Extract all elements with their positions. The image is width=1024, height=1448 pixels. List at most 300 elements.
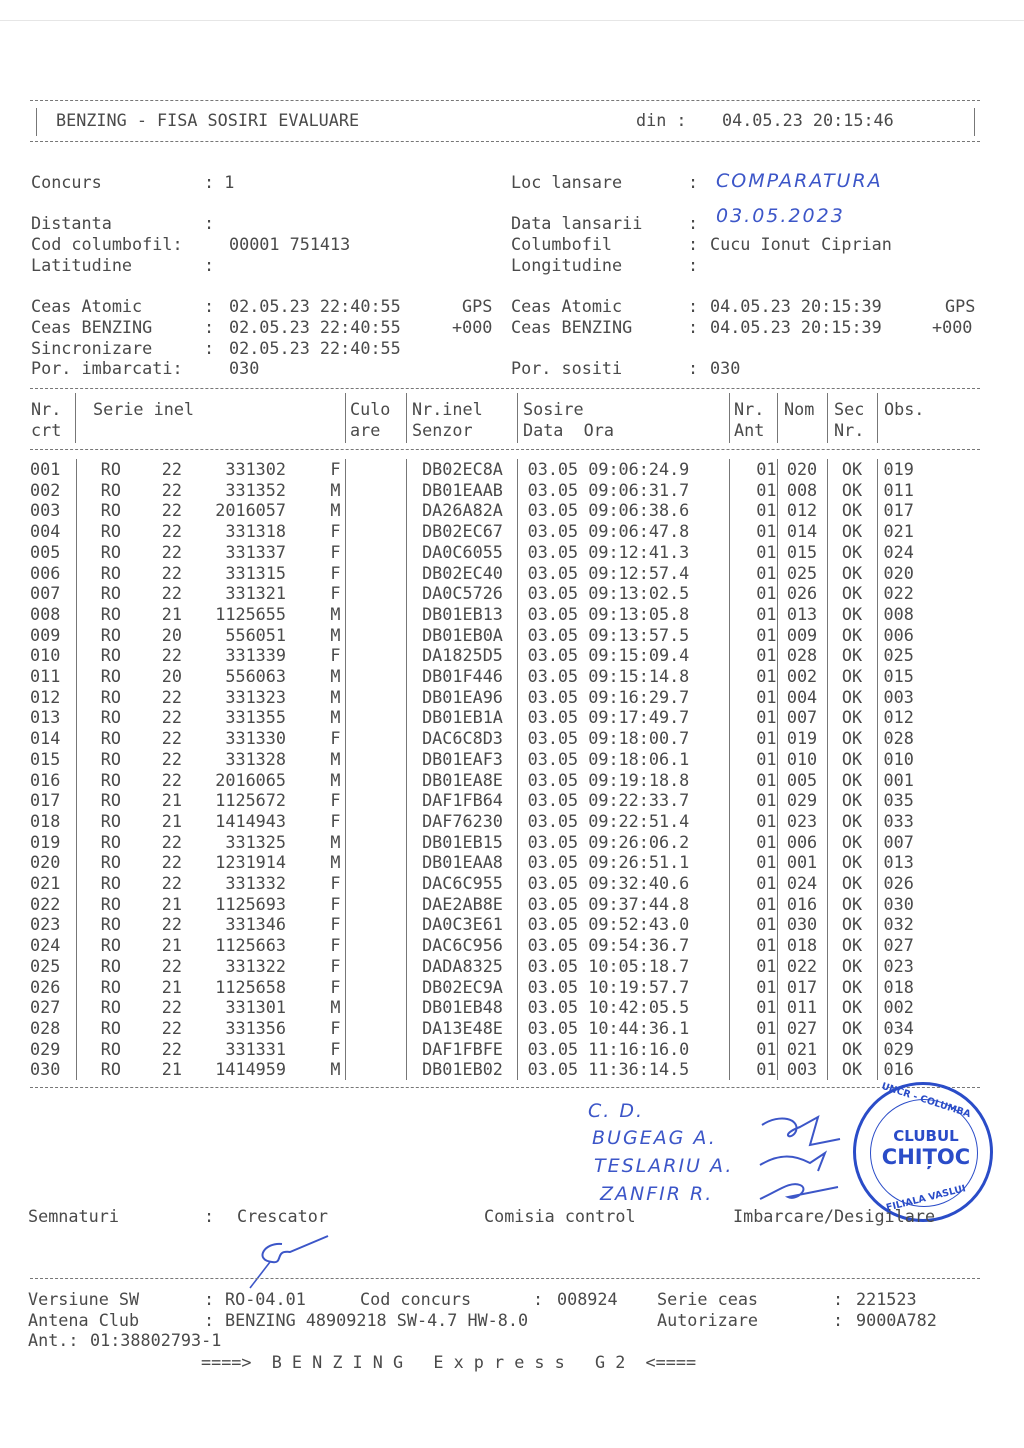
row-country: RO <box>100 645 121 666</box>
table-top-border <box>30 388 980 389</box>
row-date: 03.05 <box>527 790 579 811</box>
row-ant: 01 <box>729 977 777 998</box>
row-sec: OK <box>827 459 877 480</box>
row-time: 09:54:36.7 <box>588 935 690 956</box>
row-ring: 1125693 <box>215 893 286 914</box>
row-ring: 331302 <box>225 459 286 479</box>
table-row <box>30 645 980 666</box>
row-sex: F <box>286 935 345 956</box>
table-row <box>30 687 980 708</box>
row-nr: 027 <box>30 997 76 1018</box>
row-country: RO <box>100 1038 121 1059</box>
row-date: 03.05 <box>527 707 579 728</box>
row-sensor: DB01EA96 <box>406 687 517 708</box>
row-ant: 01 <box>729 728 777 749</box>
row-nom: 016 <box>777 894 827 915</box>
row-year: 22 <box>161 769 182 790</box>
row-nr: 028 <box>30 1018 76 1039</box>
row-culoare <box>345 894 406 915</box>
row-sensor: DAC6C8D3 <box>406 728 517 749</box>
row-sensor: DB01EAF3 <box>406 749 517 770</box>
row-country: RO <box>100 997 121 1018</box>
row-sex: M <box>286 770 345 791</box>
row-culoare <box>345 604 406 625</box>
row-sex: F <box>286 1018 345 1039</box>
row-nr: 025 <box>30 956 76 977</box>
ceas-benzing-right-colon: : <box>688 317 699 337</box>
row-nom: 025 <box>777 563 827 584</box>
row-culoare <box>345 521 406 542</box>
header-sep-4 <box>517 393 518 443</box>
sincronizare-colon: : <box>204 338 215 358</box>
row-ring: 1125655 <box>215 603 286 624</box>
row-sensor: DB01EB1A <box>406 707 517 728</box>
row-date: 03.05 <box>527 459 579 479</box>
ceas-benzing-right-suffix: +000 <box>932 317 973 337</box>
row-obs: 035 <box>883 790 914 811</box>
row-date: 03.05 <box>527 1017 579 1038</box>
cod-concurs-colon: : <box>533 1289 544 1309</box>
row-ant: 01 <box>729 832 777 853</box>
table-row <box>30 852 980 873</box>
row-date: 03.05 <box>527 852 579 873</box>
col-obs-header: Obs. <box>884 399 925 419</box>
row-obs: 012 <box>883 707 914 728</box>
row-year: 21 <box>161 976 182 997</box>
table-row <box>30 666 980 687</box>
concurs-value: : 1 <box>204 172 235 192</box>
club-stamp <box>853 1082 993 1222</box>
row-sosire <box>517 956 729 977</box>
row-ring: 331323 <box>225 686 286 707</box>
row-ant: 01 <box>729 997 777 1018</box>
row-nr: 019 <box>30 832 76 853</box>
row-obs: 033 <box>883 810 914 831</box>
row-sensor: DB01EB13 <box>406 604 517 625</box>
row-nr: 004 <box>30 521 76 542</box>
row-nr: 024 <box>30 935 76 956</box>
row-time: 09:12:41.3 <box>588 541 690 562</box>
row-ant: 01 <box>729 459 777 480</box>
row-date: 03.05 <box>527 562 579 583</box>
row-country: RO <box>100 603 121 624</box>
distanta-label: Distanta <box>31 213 112 233</box>
row-country: RO <box>100 666 121 687</box>
row-date: 03.05 <box>527 583 579 604</box>
row-sex: F <box>286 645 345 666</box>
row-year: 22 <box>161 831 182 852</box>
row-sensor: DB01EAAB <box>406 480 517 501</box>
row-date: 03.05 <box>527 997 579 1018</box>
row-sex: F <box>286 873 345 894</box>
row-year: 22 <box>161 1038 182 1059</box>
row-sensor: DAE2AB8E <box>406 894 517 915</box>
row-sex: M <box>286 625 345 646</box>
row-ring: 331339 <box>225 645 286 666</box>
row-sosire <box>517 728 729 749</box>
row-time: 10:42:05.5 <box>588 997 690 1018</box>
row-sec: OK <box>827 604 877 625</box>
table-row <box>30 604 980 625</box>
row-country: RO <box>100 707 121 728</box>
col-senzor-header-2: Senzor <box>412 420 473 440</box>
table-row <box>30 563 980 584</box>
row-obs: 017 <box>883 500 914 521</box>
row-sec: OK <box>827 997 877 1018</box>
row-ant: 01 <box>729 707 777 728</box>
row-sensor: DA13E48E <box>406 1018 517 1039</box>
latitudine-label: Latitudine <box>31 255 133 275</box>
row-country: RO <box>100 769 121 790</box>
row-sosire <box>517 977 729 998</box>
row-ant: 01 <box>729 914 777 935</box>
row-time: 10:44:36.1 <box>588 1017 690 1038</box>
table-row <box>30 935 980 956</box>
row-time: 09:15:14.8 <box>588 666 690 687</box>
row-obs: 015 <box>883 666 914 687</box>
row-obs: 002 <box>883 997 914 1018</box>
title-box-bottom-border <box>30 141 980 142</box>
row-date: 03.05 <box>527 893 579 914</box>
row-culoare <box>345 1059 406 1080</box>
row-year: 21 <box>161 603 182 624</box>
col-nr-header-2: crt <box>31 420 62 440</box>
row-obs: 028 <box>883 728 914 749</box>
row-sex: M <box>286 707 345 728</box>
row-date: 03.05 <box>527 769 579 790</box>
table-header-bottom-border <box>30 449 980 450</box>
row-time: 11:36:14.5 <box>588 1059 690 1080</box>
row-nom: 022 <box>777 956 827 977</box>
row-culoare <box>345 790 406 811</box>
row-obs: 024 <box>883 541 914 562</box>
row-sosire <box>517 914 729 935</box>
row-ring: 1125663 <box>215 935 286 956</box>
row-sosire <box>517 604 729 625</box>
row-sensor: DA0C5726 <box>406 583 517 604</box>
versiune-label: Versiune SW <box>28 1289 140 1309</box>
row-nom: 007 <box>777 707 827 728</box>
por-sositi-colon: : <box>688 358 699 378</box>
row-time: 09:16:29.7 <box>588 686 690 707</box>
row-date: 03.05 <box>527 914 579 935</box>
row-time: 09:15:09.4 <box>588 645 690 666</box>
arrivals-table <box>30 459 980 1080</box>
row-ant: 01 <box>729 935 777 956</box>
row-nom: 029 <box>777 790 827 811</box>
por-imbarcati-label: Por. imbarcati: <box>31 358 183 378</box>
table-row <box>30 480 980 501</box>
row-sosire <box>517 873 729 894</box>
row-sec: OK <box>827 521 877 542</box>
report-title: BENZING - FISA SOSIRI EVALUARE <box>56 110 360 130</box>
row-sex: M <box>286 480 345 501</box>
row-ring: 556051 <box>225 624 286 645</box>
row-obs: 026 <box>883 873 914 894</box>
row-ring: 1125658 <box>215 976 286 997</box>
row-year: 22 <box>161 1017 182 1038</box>
row-sec: OK <box>827 935 877 956</box>
row-culoare <box>345 645 406 666</box>
ceas-atomic-right: 04.05.23 20:15:39 <box>710 296 882 316</box>
distanta-colon: : <box>204 213 215 233</box>
report-date-label: din : <box>636 110 687 130</box>
row-nom: 023 <box>777 811 827 832</box>
row-nr: 002 <box>30 480 76 501</box>
row-country: RO <box>100 1017 121 1038</box>
row-year: 22 <box>161 479 182 500</box>
row-nr: 017 <box>30 790 76 811</box>
row-sec: OK <box>827 728 877 749</box>
row-ring: 331318 <box>225 521 286 542</box>
row-culoare <box>345 956 406 977</box>
col-senzor-header-1: Nr.inel <box>412 399 483 419</box>
row-sex: F <box>286 811 345 832</box>
row-sex: F <box>286 521 345 542</box>
ceas-atomic-right-suffix: GPS <box>945 296 976 316</box>
row-sec: OK <box>827 811 877 832</box>
row-country: RO <box>100 521 121 542</box>
row-country: RO <box>100 562 121 583</box>
table-row <box>30 770 980 791</box>
ant-value: 01:38802793-1 <box>90 1330 222 1350</box>
row-nr: 026 <box>30 977 76 998</box>
row-ring: 331330 <box>225 728 286 749</box>
row-ant: 01 <box>729 873 777 894</box>
row-date: 03.05 <box>527 935 579 956</box>
row-sensor: DB02EC9A <box>406 977 517 998</box>
row-nr: 011 <box>30 666 76 687</box>
antena-label: Antena Club <box>28 1310 140 1330</box>
row-sosire <box>517 500 729 521</box>
row-sex: F <box>286 542 345 563</box>
ceas-benzing-colon: : <box>204 317 215 337</box>
row-sensor: DB01EB02 <box>406 1059 517 1080</box>
row-culoare <box>345 687 406 708</box>
row-nom: 004 <box>777 687 827 708</box>
table-row <box>30 977 980 998</box>
ceas-atomic-left: 02.05.23 22:40:55 <box>229 296 401 316</box>
por-sositi-value: 030 <box>710 358 741 378</box>
row-country: RO <box>100 852 121 873</box>
row-country: RO <box>100 541 121 562</box>
row-sec: OK <box>827 832 877 853</box>
row-year: 22 <box>161 748 182 769</box>
row-sex: F <box>286 1039 345 1060</box>
row-sec: OK <box>827 625 877 646</box>
col-ant-header-1: Nr. <box>734 399 765 419</box>
row-year: 22 <box>161 955 182 976</box>
row-sosire <box>517 645 729 666</box>
row-time: 09:13:57.5 <box>588 624 690 645</box>
row-culoare <box>345 811 406 832</box>
row-obs: 034 <box>883 1017 914 1038</box>
stamp-line-2: CHIȚOC <box>881 1145 971 1169</box>
header-sep-3 <box>406 393 407 443</box>
row-country: RO <box>100 686 121 707</box>
col-sosire-header-2: Data Ora <box>523 420 614 440</box>
ceas-benzing-right: 04.05.23 20:15:39 <box>710 317 882 337</box>
table-row <box>30 997 980 1018</box>
concurs-label: Concurs <box>31 172 102 192</box>
data-lansarii-colon: : <box>688 213 699 233</box>
row-sec: OK <box>827 749 877 770</box>
row-ant: 01 <box>729 811 777 832</box>
row-sec: OK <box>827 707 877 728</box>
row-sensor: DB02EC8A <box>406 459 517 480</box>
row-obs: 020 <box>883 562 914 583</box>
row-ant: 01 <box>729 1039 777 1060</box>
row-ring: 331346 <box>225 914 286 935</box>
row-ring: 1231914 <box>215 852 286 873</box>
crescator-label: Crescator <box>237 1206 328 1226</box>
row-ring: 556063 <box>225 666 286 687</box>
row-year: 21 <box>161 893 182 914</box>
cod-columbofil-label: Cod columbofil: <box>31 234 183 254</box>
table-row <box>30 1059 980 1080</box>
row-nom: 020 <box>777 459 827 480</box>
row-date: 03.05 <box>527 831 579 852</box>
row-sosire <box>517 542 729 563</box>
autorizare-value: 9000A782 <box>856 1310 937 1330</box>
ceas-atomic-right-label: Ceas Atomic <box>511 296 623 316</box>
row-time: 09:26:06.2 <box>588 831 690 852</box>
row-culoare <box>345 583 406 604</box>
table-row <box>30 625 980 646</box>
row-obs: 011 <box>883 479 914 500</box>
handwritten-teslariu: TESLARIU A. <box>594 1155 734 1177</box>
col-ant-header-2: Ant <box>734 420 765 440</box>
row-year: 22 <box>161 873 182 894</box>
row-sosire <box>517 459 729 480</box>
serie-ceas-label: Serie ceas <box>657 1289 759 1309</box>
cod-columbofil-value: 00001 751413 <box>229 234 351 254</box>
data-lansarii-handwritten: 03.05.2023 <box>716 205 845 227</box>
row-date: 03.05 <box>527 624 579 645</box>
row-sec: OK <box>827 687 877 708</box>
table-row <box>30 542 980 563</box>
row-sosire <box>517 749 729 770</box>
row-ring: 1414943 <box>215 810 286 831</box>
row-nom: 013 <box>777 604 827 625</box>
row-nr: 008 <box>30 604 76 625</box>
row-ant: 01 <box>729 645 777 666</box>
row-ring: 1125672 <box>215 790 286 811</box>
row-culoare <box>345 1039 406 1060</box>
row-time: 09:19:18.8 <box>588 769 690 790</box>
row-nr: 003 <box>30 500 76 521</box>
row-nom: 009 <box>777 625 827 646</box>
row-nr: 009 <box>30 625 76 646</box>
row-nom: 028 <box>777 645 827 666</box>
row-sosire <box>517 563 729 584</box>
row-ant: 01 <box>729 563 777 584</box>
row-nr: 001 <box>30 459 76 480</box>
row-country: RO <box>100 790 121 811</box>
sincronizare-value: 02.05.23 22:40:55 <box>229 338 401 358</box>
row-culoare <box>345 977 406 998</box>
row-time: 09:06:24.9 <box>588 459 690 479</box>
longitudine-colon: : <box>688 255 699 275</box>
row-country: RO <box>100 810 121 831</box>
row-sosire <box>517 707 729 728</box>
row-ant: 01 <box>729 521 777 542</box>
por-imbarcati-value: 030 <box>229 358 260 378</box>
longitudine-label: Longitudine <box>511 255 623 275</box>
row-ring: 331315 <box>225 562 286 583</box>
row-ant: 01 <box>729 790 777 811</box>
row-sec: OK <box>827 480 877 501</box>
row-ant: 01 <box>729 852 777 873</box>
stamp-top-text: UNCR - COLUMBA <box>880 1080 972 1121</box>
loc-lansare-label: Loc lansare <box>511 172 623 192</box>
row-country: RO <box>100 893 121 914</box>
row-ring: 331322 <box>225 955 286 976</box>
row-culoare <box>345 500 406 521</box>
row-year: 20 <box>161 666 182 687</box>
versiune-value: RO-04.01 <box>225 1289 306 1309</box>
row-nr: 018 <box>30 811 76 832</box>
semnaturi-label: Semnaturi <box>28 1206 119 1226</box>
row-ant: 01 <box>729 956 777 977</box>
row-sosire <box>517 1039 729 1060</box>
row-sensor: DAF76230 <box>406 811 517 832</box>
row-ant: 01 <box>729 542 777 563</box>
row-country: RO <box>100 583 121 604</box>
row-year: 21 <box>161 1059 182 1080</box>
table-row <box>30 583 980 604</box>
row-sex: M <box>286 749 345 770</box>
col-sec-header-1: Sec <box>834 399 865 419</box>
row-sec: OK <box>827 977 877 998</box>
table-row <box>30 1018 980 1039</box>
imbarcare-label: Imbarcare/Desigilare <box>733 1206 936 1226</box>
row-sec: OK <box>827 852 877 873</box>
row-ring: 331332 <box>225 873 286 894</box>
row-time: 09:06:38.6 <box>588 500 690 521</box>
row-nom: 003 <box>777 1059 827 1080</box>
col-culoare-header-2: are <box>350 420 381 440</box>
row-sec: OK <box>827 645 877 666</box>
row-date: 03.05 <box>527 1059 579 1080</box>
row-obs: 003 <box>883 686 914 707</box>
row-sosire <box>517 666 729 687</box>
cod-concurs-value: 008924 <box>557 1289 618 1309</box>
row-ring: 331321 <box>225 583 286 604</box>
versiune-colon: : <box>204 1289 215 1309</box>
row-ant: 01 <box>729 770 777 791</box>
row-country: RO <box>100 459 121 479</box>
row-sec: OK <box>827 956 877 977</box>
row-nom: 014 <box>777 521 827 542</box>
row-nr: 007 <box>30 583 76 604</box>
row-year: 22 <box>161 583 182 604</box>
row-obs: 007 <box>883 831 914 852</box>
col-sec-header-2: Nr. <box>834 420 865 440</box>
row-sex: F <box>286 956 345 977</box>
row-obs: 032 <box>883 914 914 935</box>
ceas-atomic-label: Ceas Atomic <box>31 296 143 316</box>
row-date: 03.05 <box>527 479 579 500</box>
row-nr: 013 <box>30 707 76 728</box>
row-time: 09:37:44.8 <box>588 893 690 914</box>
row-sec: OK <box>827 1039 877 1060</box>
row-country: RO <box>100 831 121 852</box>
row-sosire <box>517 521 729 542</box>
row-year: 22 <box>161 728 182 749</box>
row-obs: 010 <box>883 748 914 769</box>
row-year: 22 <box>161 459 182 479</box>
